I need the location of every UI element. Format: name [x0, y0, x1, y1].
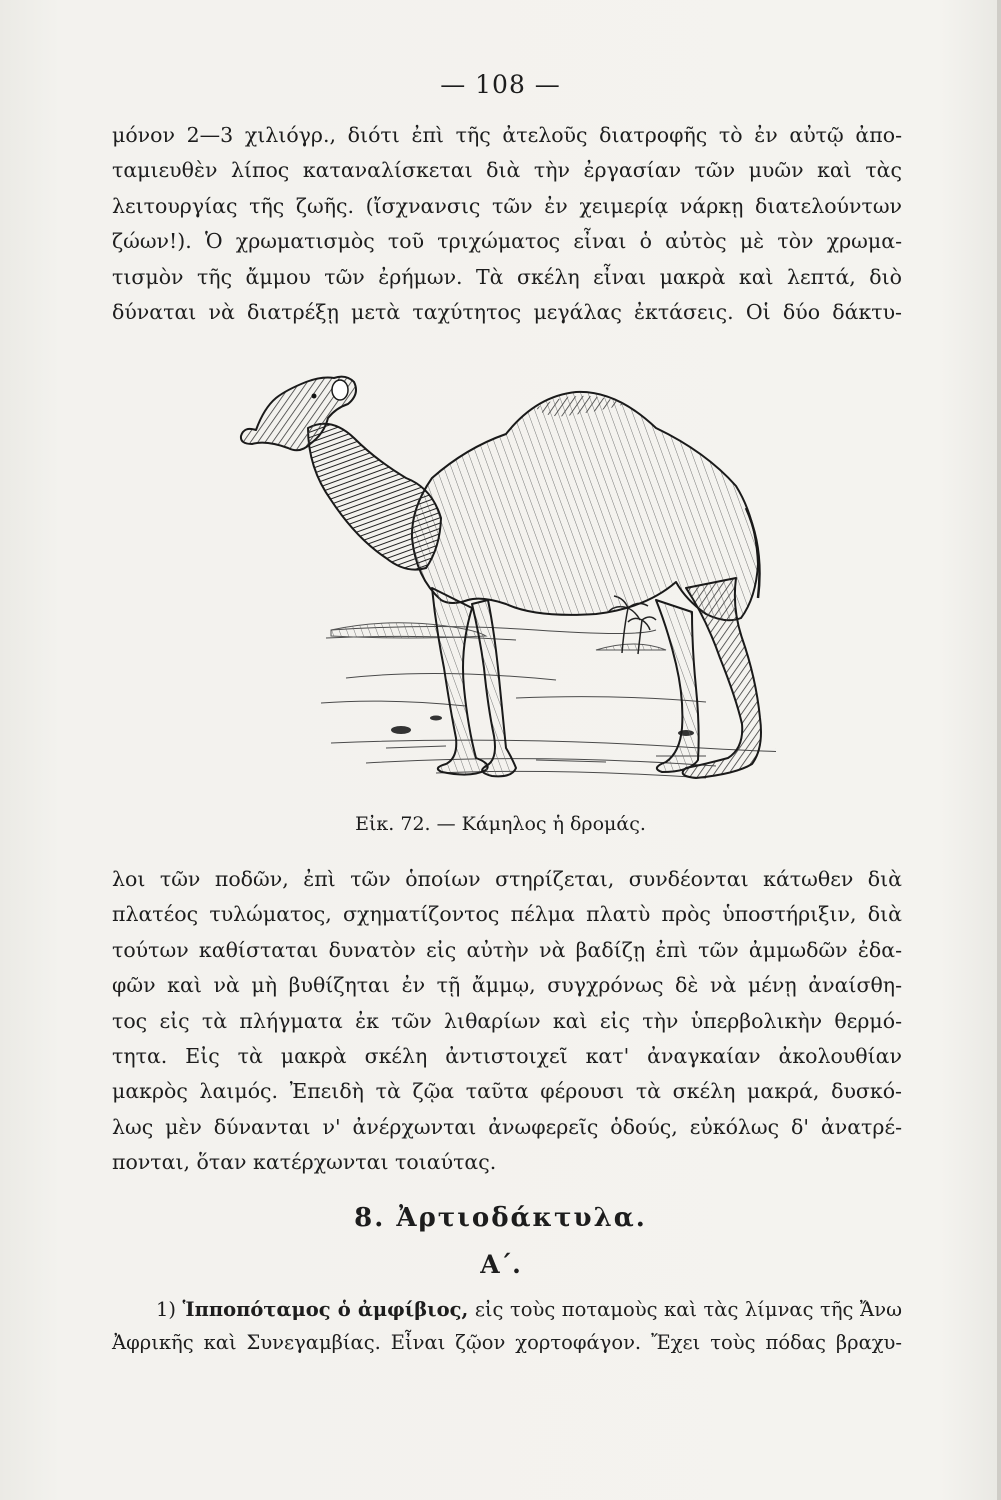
- text-line: τος εἰς τὰ πλήγματα ἐκ τῶν λιθαρίων καὶ εἰς τὴν ὑπερβολικὴν θερμό-: [112, 1008, 902, 1033]
- camel-neck: [308, 424, 441, 570]
- section-subheading: Α΄.: [480, 1250, 521, 1279]
- camel-engraving: [236, 368, 776, 793]
- text-line: λειτουργίας τῆς ζωῆς. (ἴσχνανσις τῶν ἐν χειμερίᾳ νάρκῃ διατελούντων: [112, 193, 902, 218]
- text-line: ζώων!). Ὁ χρωματισμὸς τοῦ τριχώματος εἶναι ὁ αὐτὸς μὲ τὸν χρωμα-: [112, 229, 902, 254]
- text-line: λοι τῶν ποδῶν, ἐπὶ τῶν ὁποίων στηρίζεται, συνδέονται κάτωθεν διὰ: [112, 867, 902, 891]
- paragraph-camel-fat: [112, 118, 902, 330]
- text-line: Ἀφρικῆς καὶ Συνεγαμβίας. Εἶναι ζῷον χορτοφάγον. Ἔχει τοὺς πόδας βραχυ-: [112, 1331, 902, 1354]
- text-line: φῶν καὶ νὰ μὴ βυθίζηται ἐν τῇ ἄμμῳ, συγχρόνως δὲ νὰ μένῃ ἀναίσθη-: [112, 973, 902, 998]
- camel: [241, 377, 761, 778]
- text-line: μακρὸς λαιμός. Ἐπειδὴ τὰ ζῷα ταῦτα φέρουσι τὰ σκέλη μακρά, δυσκό-: [112, 1079, 902, 1104]
- section-heading: 8. Ἀρτιοδάκτυλα.: [354, 1203, 647, 1233]
- text-line: λως μὲν δύνανται ν' ἀνέρχωνται ἀνωφερεῖς ὁδούς, εὐκόλως δ' ἀνατρέ-: [112, 1114, 902, 1139]
- text-line: δύναται νὰ διατρέξῃ μετὰ ταχύτητος μεγάλας ἐκτάσεις. Οἱ δύο δάκτυ-: [112, 300, 902, 325]
- text-line: μόνον 2—3 χιλιόγρ., διότι ἐπὶ τῆς ἀτελοῦς διατροφῆς τὸ ἐν αὐτῷ ἀπο-: [112, 123, 902, 147]
- paragraph-hippopotamus: [112, 1293, 902, 1359]
- camel-illustration: [236, 368, 776, 793]
- text-line: [112, 1293, 902, 1326]
- text-line: τισμὸν τῆς ἄμμου τῶν ἐρήμων. Τὰ σκέλη εἶναι μακρὰ καὶ λεπτά, διὸ: [112, 264, 902, 289]
- text-line: ταμιευθὲν λίπος καταναλίσκεται διὰ τὴν ἐργασίαν τῶν μυῶν καὶ τὰς: [112, 158, 902, 183]
- text-line-last: πονται, ὅταν κατέρχωνται τοιαύτας.: [112, 1150, 497, 1175]
- figure-caption: Εἰκ. 72. — Κάμηλος ἡ δρομάς.: [355, 813, 646, 835]
- item-number: 1): [156, 1298, 177, 1321]
- species-term: Ἱπποπόταμος ὁ ἀμφίβιος,: [182, 1298, 469, 1321]
- page-number: — 108 —: [440, 70, 561, 99]
- text-fragment: εἰς τοὺς ποταμοὺς καὶ τὰς λίμνας τῆς Ἄνω: [474, 1298, 903, 1321]
- text-line: πλατέος τυλώματος, σχηματίζοντος πέλμα πλατὺ πρὸς ὑποστήριξιν, διὰ: [112, 902, 902, 927]
- desert-ground: [321, 627, 776, 779]
- distant-dune: [331, 623, 666, 650]
- text-line: τητα. Εἰς τὰ μακρὰ σκέλη ἀντιστοιχεῖ κατ' ἀναγκαίαν ἀκολουθίαν: [112, 1044, 902, 1069]
- rocks: [391, 716, 694, 737]
- paragraph-camel-feet: [112, 862, 902, 1181]
- text-line: τούτων καθίσταται δυνατὸν εἰς αὐτὴν νὰ βαδίζῃ ἐπὶ τῶν ἀμμωδῶν ἐδα-: [112, 937, 902, 962]
